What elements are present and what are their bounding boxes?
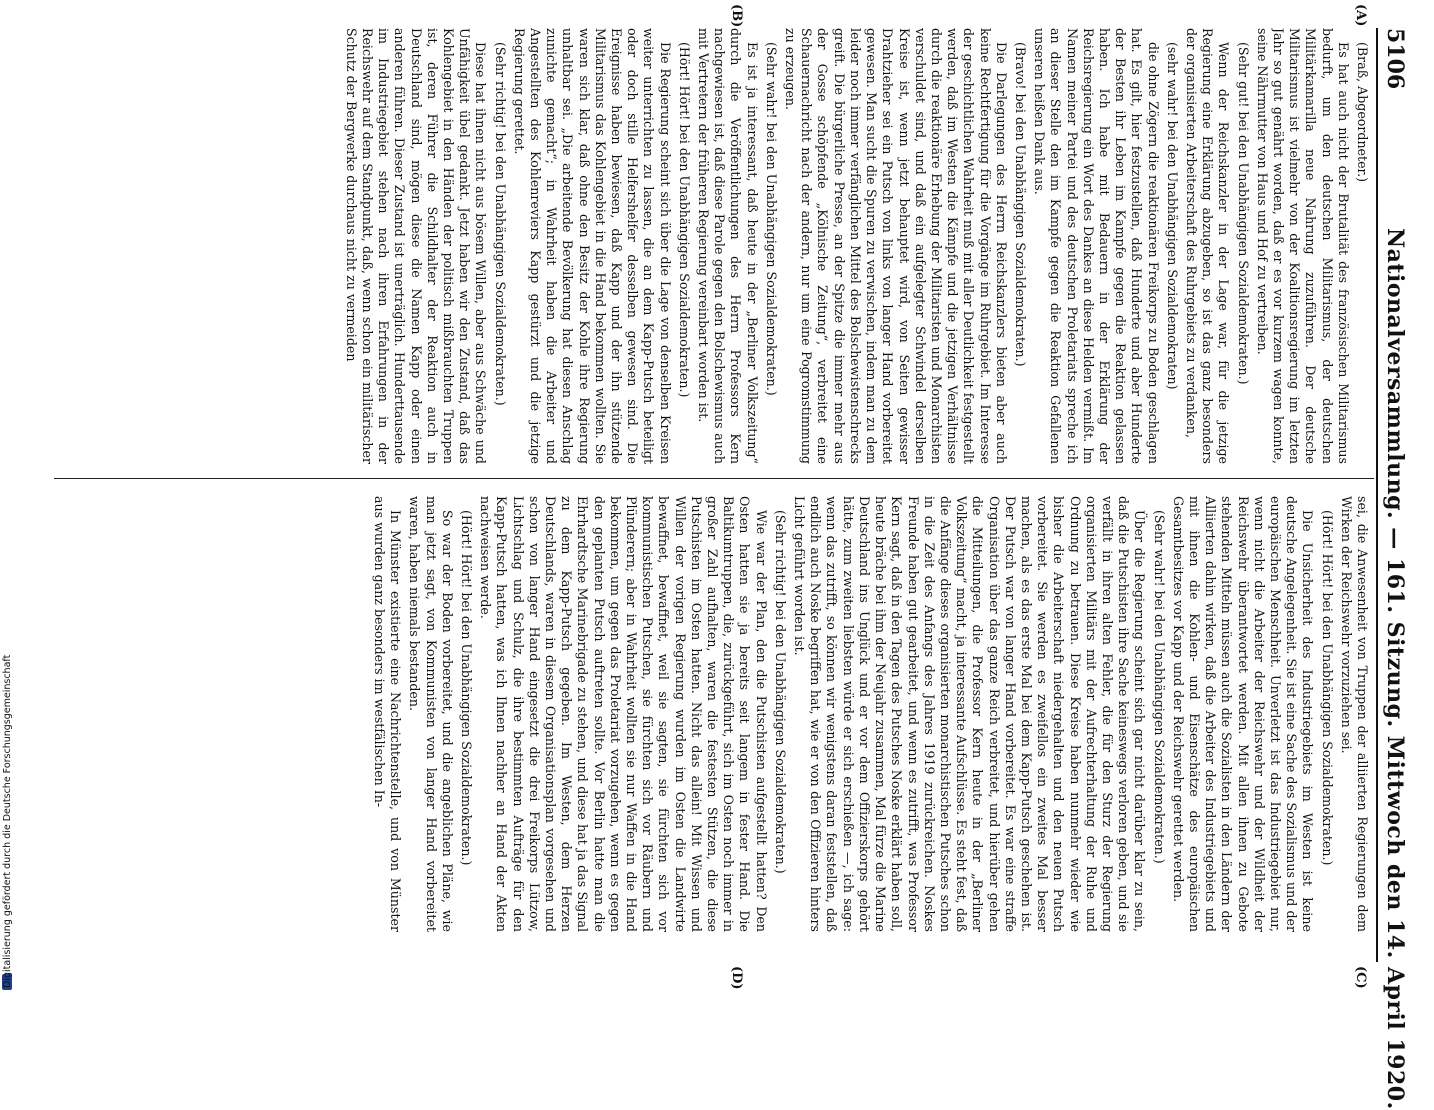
paragraph: Es hat auch nicht der Brutalität des französischen Militarismus bedurft, um den deutschen Militarismus, der deutschen Militärkamarilla neue Nahrung zuzuführen. Der deutsche Militarismus ist vielmehr von der Koalitionsregierung im letzten Jahr so gut genährt worden, daß er es vor kurzem wagen konnte, seine Nährmutter von Haus und Hof zu vertreiben. xyxy=(1254,28,1351,464)
digitization-notice xyxy=(2,0,13,988)
paragraph: Wenn der Reichskanzler in der Lage war, für die jetzige Regierung eine Erklärung abzugeben, so ist das ganz besonders der organisierten Arbeiterschaft des Ruhrgebiets zu verdanken, xyxy=(1183,28,1232,464)
interjection: (Hört! Hört! bei den Unabhängigen Sozialdemokraten.) xyxy=(676,42,692,398)
header-rule xyxy=(1376,28,1378,962)
paragraph: Es ist ja interessant, daß heute in der „Berliner Volkszeitung“ durch die Veröffentlichungen des Herrn Professors Kern nachgewiesen ist, daß diese Parole gegen den Bolschewismus auch mit Vertretern der früheren Regierung vereinbart worden ist. xyxy=(696,28,760,464)
page-title: Nationalversammlung. — 161. Sitzung. Mittwoch den 14. April 1920. xyxy=(1382,228,1408,1110)
footer xyxy=(0,0,14,1000)
paragraph: In Münster existierte eine Nachrichtenstelle, und von Münster aus wurden ganz besonders im westfälischen In- xyxy=(372,496,404,932)
paragraph: So war der Boden vorbereitet, und die angeblichen Pläne, wie man jetzt sagt, von Kommunisten von langer Hand vorbereitet waren, haben niemals bestanden. xyxy=(407,496,455,932)
interjection: (Sehr wahr! bei den Unabhängigen Sozialdemokraten.) xyxy=(1151,510,1167,864)
interjection: (sehr wahr! bei den Unabhängigen Sozialdemokraten) xyxy=(1164,42,1180,390)
interjection: (Hört! Hört! bei den Unabhängigen Sozialdemokraten.) xyxy=(1319,510,1335,866)
paragraph: Die Darlegungen des Herrn Reichskanzlers bieten aber auch keine Rechtfertigung für die Vorgänge im Ruhrgebiet. Im Interesse der geschichtlichen Wahrheit muß mit aller Deutlichkeit festgestellt werden, daß im Westen die Kämpfe und die jetzigen Verhältnisse durch die reaktionäre Erhebung der Militaristen und Monarchisten verschuldet sind, und daß ein aufgelegter Schwindel derselben Kreise ist, wenn jetzt behauptet wird, von Seiten gewisser Drahtzieher sei ein Putsch von links von langer Hand vorbereitet gewesen. Man sucht die Spuren zu verwischen, indem man zu dem leider noch immer verfänglichen Mittel des Bolschewistenschrecks greift. Die bürgerliche Presse, an der Spitze die immer mehr aus der Gosse schöpfende „Kölnische Zeitung“, verbreitet eine Schauernachricht nach der andern, nur um eine Pogromstimmung zu erzeugen. xyxy=(783,28,1009,464)
interjection: (Hört! Hört! bei den Unabhängigen Sozialdemokraten.) xyxy=(459,510,475,866)
left-column xyxy=(60,28,1370,464)
paragraph: die ohne Zögern die reaktionären Freikorps zu Boden geschlagen hat. Es gilt, hier festzustellen, daß Hunderte und aber Hunderte der Besten ihr Leben im Kampfe gegen die Reaktion gelassen haben. Ich habe mit Bedauern in der Erklärung der Reichsregierung ein Wort des Dankes an diese Helden vermißt. Im Namen meiner Partei und des deutschen Proletariats spreche ich an dieser Stelle den im Kampfe gegen die Reaktion Gefallenen unseren heißen Dank aus. xyxy=(1032,28,1161,464)
right-column xyxy=(60,496,1370,932)
margin-marker-c: (C) xyxy=(1353,966,1368,989)
interjection: (Sehr richtig! bei den Unabhängigen Sozialdemokraten.) xyxy=(492,42,508,406)
column-rule xyxy=(54,478,1374,479)
digitization-notice-text: Digitalisierung gefördert durch die Deutsche Forschungsgemeinschaft xyxy=(2,654,13,988)
paragraph: Die Regierung scheint sich über die Lage von denselben Kreisen weiter unterrichten zu lassen, die an dem Kapp-Putsch beteiligt oder doch stille Helfershelfer desselben gewesen sind. Die Ereignisse haben bewiesen, daß Kapp und der ihn stützende Militarismus das Kohlengebiet in die Hand bekommen wollten. Sie waren sich klar, daß ohne den Besitz der Kohle ihre Regierung unhaltbar sei. „Die arbeitende Bevölkerung hat diesen Anschlag zunichte gemacht“; in Wahrheit haben die Arbeiter und Angestellten des Kohlenreviers Kapp gestürzt und die jetzige Regierung gerettet. xyxy=(511,28,673,464)
paragraph: Über die Regierung scheint sich gar nicht darüber klar zu sein, daß die Putschisten ihre Sache keineswegs verloren geben, und sie verfällt in ihren alten Fehler, die für den Sturz der Regierung organisierten Militärs mit der Aufrechterhaltung der Ruhe und Ordnung zu betrauen. Diese Kreise haben nunmehr wieder wie bisher die Arbeiterschaft niedergehalten und den neuen Putsch vorbereitet. Sie werden es zweifellos ein zweites Mal besser machen, als es das erste Mal bei dem Kapp-Putsch geschehen ist. Der Putsch war von langer Hand vorbereitet. Es war eine straffe Organisation über das ganze Reich verbreitet, und hierüber gehen die Mitteilungen, die Professor Kern heute in der „Berliner Volkszeitung“ macht, ja interessante Aufschlüsse. Es steht fest, daß die Anfänge dieses organisierten monarchistischen Putsches schon in die Zeit des Anfangs des Jahres 1919 zurückreichen. Noskes Freunde haben gut gearbeitet, und wenn es zutrifft, was Professor Kern sagt, daß in den Tagen des Putsches Noske erklärt haben soll, heute bräche bei ihm der Neujahr zusammen, Mal fürze die Marine Deutschland ins Unglück und er vor dem Offizierskorps gehört hätte, zum zweiten liebsten würde er sich erschießen —, ich sage: wenn das zutrifft, so können wir wenigstens daran feststellen, daß endlich auch Noske begriffen hat, wie er von den Offizieren hinters Licht geführt worden ist. xyxy=(792,496,1148,932)
paragraph: sei, die Anwesenheit von Truppen der alliierten Regierungen dem Wirken der Reichswehr vorzuziehen sei. xyxy=(1338,496,1370,932)
interjection: (Sehr gut! bei den Unabhängigen Sozialdemokraten.) xyxy=(1235,42,1251,385)
page-number: 5106 xyxy=(1382,28,1408,90)
interjection: (Bravo! bei den Unabhängigen Sozialdemokraten.) xyxy=(1012,42,1028,367)
margin-marker-d: (D) xyxy=(729,966,744,990)
page-header xyxy=(1376,28,1412,1110)
margin-marker-b: (B) xyxy=(729,4,744,28)
paragraph: Wie war der Plan, den die Putschisten aufgestellt hatten? Den Osten hatten sie ja bereits seit langem in fester Hand. Die Baltikumtruppen, die, zurückgeführt, sich im Osten noch immer in großer Zahl aufhalten, waren die festesten Stützen, die diese Putschisten im Osten hatten. Nicht das allein! Mit Wissen und Willen der vorigen Regierung wurden im Osten die Landwirte bewaffnet, bewaffnet, weil sie sagten, sie fürchten sich vor kommunistischen Putschen, sie fürchten sich vor Räubern und Plünderern; aber in Wahrheit wollten sie nur Waffen in die Hand bekommen, um gegen das Proletariat vorzugehen, wenn es gegen den geplanten Putsch auftreten sollte. Vor Berlin hatte man die Ehrhardtsche Marinebrigade zu stehen, und diese hat ja das Signal zu dem Kapp-Putsch gegeben. Im Westen, dem Herzen Deutschlands, waren in diesem Organisationsplan vorgesehen und schon von langer Hand eingesetzt die drei Freikorps Lützow, Lichtschlag und Schulz, die ihre bestimmten Aufträge für den Kapp-Putsch hatten, was ich Ihnen nachher an Hand der Akten nachweisen werde. xyxy=(478,496,769,932)
paragraph: Die Unsicherheit des Industriegebiets im Westen ist keine deutsche Angelegenheit. Sie ist eine Sache des Sozialismus und der europäischen Menschheit. Unverletzt ist das Industriegebiet nur, wenn nicht die Arbeiter der Reichswehr und der Wildheit der Reichswehr überantwortet werden. Mit allen ihnen zu Gebote stehenden Mitteln müssen auch die Sozialisten in den Ländern der Alliierten dahin wirken, daß die Arbeiter des Industriegebiets und mit ihnen die Kohlen- und Eisenschätze des europäischen Gesamtbesitzes vor Kapp und der Reichswehr gerettet werden. xyxy=(1170,496,1316,932)
interjection: (Braß, Abgeordneter.) xyxy=(1355,42,1370,183)
paragraph: Diese hat ihnen nicht aus bösem Willen, aber aus Schwäche und Unfähigkeit übel gedankt. Jetzt haben wir den Zustand, daß das Kohlengebiet in den Händen der politisch mißbrauchten Truppen ist, deren Führer die Schildhalter der Reaktion auch in Deutschland sind, mögen diese die Namen Kapp oder einen anderen führen. Dieser Zustand ist unerträglich. Hunderttausende im Industriegebiet stehen nach ihren Erfahrungen in der Reichswehr auf dem Standpunkt, daß, wenn schon ein militärischer Schutz der Bergwerke durchaus nicht zu vermeiden xyxy=(343,28,489,464)
margin-marker-a: (A) xyxy=(1353,4,1368,27)
interjection: (Sehr richtig! bei den Unabhängigen Sozialdemokraten.) xyxy=(772,510,788,874)
interjection: (Sehr wahr! bei den Unabhängigen Sozialdemokraten.) xyxy=(763,42,779,396)
